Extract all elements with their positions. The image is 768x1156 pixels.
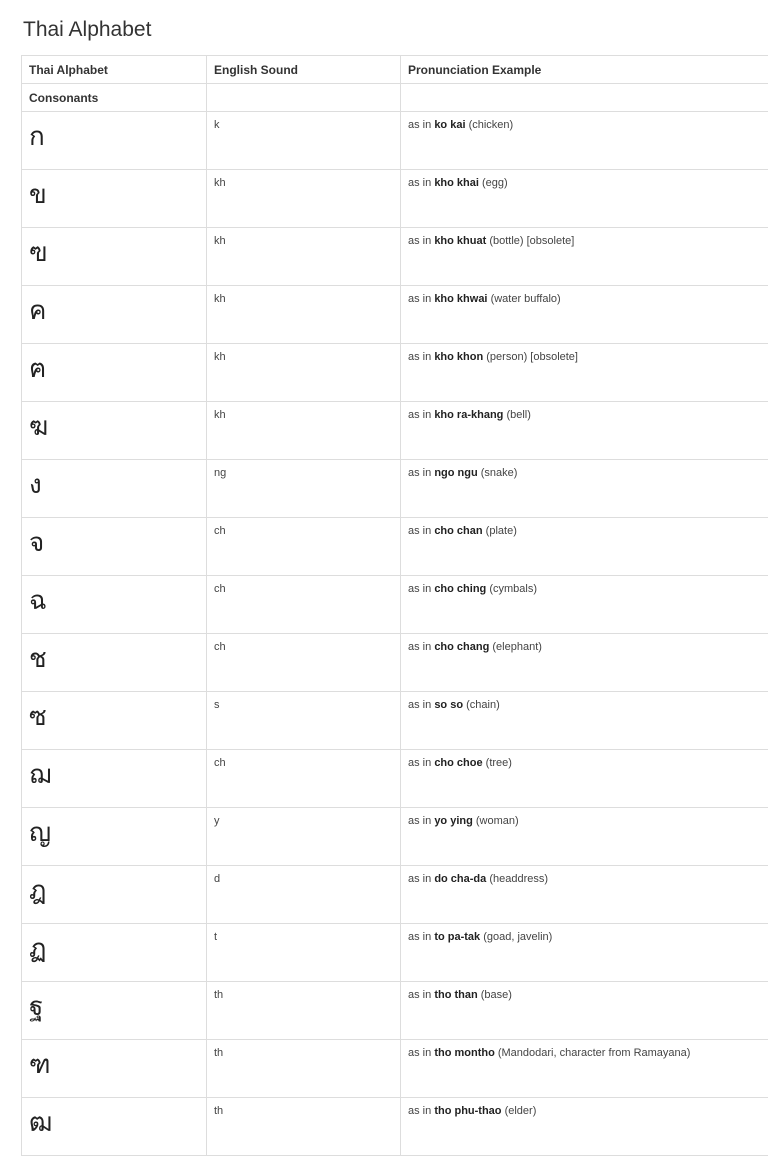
pronunciation-example (401, 750, 768, 808)
thai-letter: ฐ (22, 982, 207, 1040)
example-prefix: as in (408, 873, 431, 885)
example-word: cho choe (434, 757, 482, 769)
example-word: kho khuat (434, 235, 486, 247)
table-row (22, 344, 768, 402)
pronunciation-example (401, 924, 768, 982)
table-row (22, 1098, 768, 1156)
example-meaning: (woman) (476, 815, 519, 827)
example-prefix: as in (408, 409, 431, 421)
example-word: kho khai (434, 177, 479, 189)
example-word: so so (434, 699, 463, 711)
table-row (22, 402, 768, 460)
pronunciation-example (401, 808, 768, 866)
thai-letter: ง (22, 460, 207, 518)
thai-letter: ฌ (22, 750, 207, 808)
example-meaning: (elephant) (492, 641, 542, 653)
english-sound: ch (207, 634, 401, 692)
section-row-consonants (22, 84, 768, 112)
table-row (22, 460, 768, 518)
english-sound: kh (207, 286, 401, 344)
example-prefix: as in (408, 815, 431, 827)
section-label: Consonants (22, 84, 207, 112)
thai-letter: ช (22, 634, 207, 692)
table-row (22, 1040, 768, 1098)
english-sound: d (207, 866, 401, 924)
table-row (22, 750, 768, 808)
thai-letter: จ (22, 518, 207, 576)
table-row (22, 866, 768, 924)
page-title: Thai Alphabet (23, 17, 151, 43)
english-sound: y (207, 808, 401, 866)
example-meaning: (chicken) (469, 119, 514, 131)
example-word: cho ching (434, 583, 486, 595)
pronunciation-example (401, 344, 768, 402)
thai-letter: ฒ (22, 1098, 207, 1156)
example-meaning: (snake) (481, 467, 518, 479)
table-row (22, 982, 768, 1040)
english-sound: kh (207, 228, 401, 286)
example-meaning: (water buffalo) (491, 293, 561, 305)
section-empty-cell (401, 84, 768, 112)
example-prefix: as in (408, 583, 431, 595)
table-row (22, 286, 768, 344)
english-sound: ch (207, 518, 401, 576)
example-meaning: (headdress) (489, 873, 548, 885)
table-row (22, 692, 768, 750)
english-sound: ch (207, 750, 401, 808)
example-prefix: as in (408, 525, 431, 537)
example-word: cho chan (434, 525, 482, 537)
example-prefix: as in (408, 1047, 431, 1059)
example-word: tho phu-thao (434, 1105, 501, 1117)
pronunciation-example (401, 112, 768, 170)
example-meaning: (person) [obsolete] (486, 351, 578, 363)
english-sound: k (207, 112, 401, 170)
thai-letter: ฉ (22, 576, 207, 634)
thai-letter: ฃ (22, 228, 207, 286)
pronunciation-example (401, 1098, 768, 1156)
example-meaning: (chain) (466, 699, 500, 711)
example-prefix: as in (408, 1105, 431, 1117)
pronunciation-example (401, 692, 768, 750)
example-prefix: as in (408, 931, 431, 943)
example-meaning: (Mandodari, character from Ramayana) (498, 1047, 691, 1059)
example-prefix: as in (408, 293, 431, 305)
pronunciation-example (401, 866, 768, 924)
example-prefix: as in (408, 641, 431, 653)
english-sound: ch (207, 576, 401, 634)
example-prefix: as in (408, 989, 431, 1001)
example-prefix: as in (408, 351, 431, 363)
example-meaning: (tree) (486, 757, 512, 769)
example-prefix: as in (408, 119, 431, 131)
header-thai-alphabet: Thai Alphabet (22, 56, 207, 84)
thai-letter: ค (22, 286, 207, 344)
thai-letter: ก (22, 112, 207, 170)
thai-letter: ฑ (22, 1040, 207, 1098)
table-row (22, 634, 768, 692)
thai-letter: ข (22, 170, 207, 228)
example-meaning: (bell) (506, 409, 530, 421)
example-word: do cha-da (434, 873, 486, 885)
example-prefix: as in (408, 177, 431, 189)
table-row (22, 170, 768, 228)
example-meaning: (bottle) [obsolete] (489, 235, 574, 247)
table-row (22, 228, 768, 286)
example-meaning: (cymbals) (489, 583, 537, 595)
pronunciation-example (401, 402, 768, 460)
table-header-row (22, 56, 768, 84)
thai-letter: ซ (22, 692, 207, 750)
table-row (22, 518, 768, 576)
english-sound: s (207, 692, 401, 750)
english-sound: kh (207, 344, 401, 402)
example-meaning: (elder) (505, 1105, 537, 1117)
pronunciation-example (401, 170, 768, 228)
section-empty-cell (207, 84, 401, 112)
table-row (22, 924, 768, 982)
thai-alphabet-table (21, 55, 768, 1156)
english-sound: th (207, 1098, 401, 1156)
example-meaning: (goad, javelin) (483, 931, 552, 943)
example-word: tho than (434, 989, 477, 1001)
table-row (22, 808, 768, 866)
example-word: tho montho (434, 1047, 494, 1059)
english-sound: t (207, 924, 401, 982)
example-meaning: (base) (481, 989, 512, 1001)
pronunciation-example (401, 634, 768, 692)
example-word: to pa-tak (434, 931, 480, 943)
thai-letter: ฆ (22, 402, 207, 460)
example-word: ko kai (434, 119, 465, 131)
example-word: kho khon (434, 351, 483, 363)
thai-letter: ฅ (22, 344, 207, 402)
example-meaning: (plate) (486, 525, 517, 537)
pronunciation-example (401, 228, 768, 286)
example-prefix: as in (408, 235, 431, 247)
table-row (22, 576, 768, 634)
english-sound: ng (207, 460, 401, 518)
header-english-sound: English Sound (207, 56, 401, 84)
example-prefix: as in (408, 699, 431, 711)
english-sound: th (207, 1040, 401, 1098)
english-sound: kh (207, 170, 401, 228)
example-prefix: as in (408, 467, 431, 479)
pronunciation-example (401, 518, 768, 576)
pronunciation-example (401, 982, 768, 1040)
thai-letter: ญ (22, 808, 207, 866)
english-sound: th (207, 982, 401, 1040)
pronunciation-example (401, 576, 768, 634)
example-meaning: (egg) (482, 177, 508, 189)
example-word: ngo ngu (434, 467, 477, 479)
table-row (22, 112, 768, 170)
pronunciation-example (401, 286, 768, 344)
example-word: kho ra-khang (434, 409, 503, 421)
example-prefix: as in (408, 757, 431, 769)
header-pronunciation-example: Pronunciation Example (401, 56, 768, 84)
thai-letter: ฎ (22, 866, 207, 924)
thai-letter: ฏ (22, 924, 207, 982)
pronunciation-example (401, 460, 768, 518)
example-word: cho chang (434, 641, 489, 653)
english-sound: kh (207, 402, 401, 460)
example-word: yo ying (434, 815, 473, 827)
example-word: kho khwai (434, 293, 487, 305)
pronunciation-example (401, 1040, 768, 1098)
